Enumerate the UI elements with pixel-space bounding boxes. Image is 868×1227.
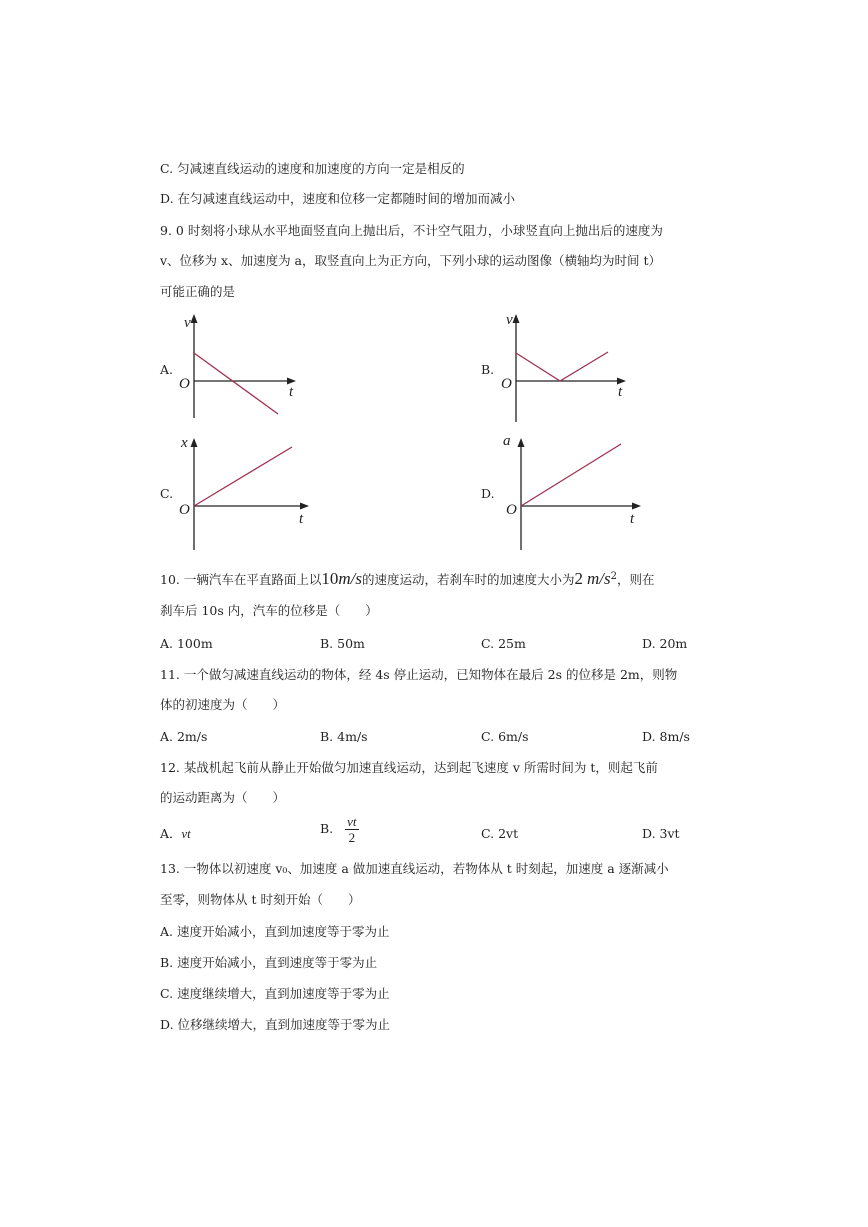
q9-graph-a <box>170 310 310 425</box>
q10-stem-line1 <box>160 569 655 588</box>
q13-stem-line1: 13. 一物体以初速度 v₀、加速度 a 做加速直线运动，若物体从 t 时刻起，加速度 a 逐渐减小 <box>160 861 669 876</box>
q9-graph-c-plot-line <box>194 447 292 506</box>
q9-option-c-label: C. <box>160 486 174 501</box>
q9-graph-b-plot-line <box>516 352 608 381</box>
q12-option-b-label: B. <box>320 821 334 836</box>
q12-option-a-value: vt <box>181 827 191 841</box>
q13-option-d: D. 位移继续增大，直到加速度等于零为止 <box>160 1017 391 1032</box>
q12-option-d: D. 3vt <box>642 826 680 841</box>
q11-option-a: A. 2m/s <box>160 729 208 744</box>
q9-stem-line1: 9. 0 时刻将小球从水平地面竖直向上抛出后，不计空气阻力，小球竖直向上抛出后的速度为 <box>160 223 663 238</box>
q9-stem-line2: v、位移为 x、加速度为 a，取竖直向上为正方向，下列小球的运动图像（横轴均为时间 t） <box>160 253 662 268</box>
q12-option-b-denominator: 2 <box>348 830 356 845</box>
q11-stem-line2: 体的初速度为（ ） <box>160 697 286 712</box>
q9-option-a-label: A. <box>160 362 174 377</box>
q10-stem-post: ，则在 <box>616 572 655 588</box>
q10-stem-line2: 刹车后 10s 内，汽车的位移是（ ） <box>160 603 378 618</box>
q9-graph-b-x-axis-label: t <box>618 384 623 400</box>
q11-option-b: B. 4m/s <box>320 729 368 744</box>
q10-stem-pre: 10. 一辆汽车在平直路面上以 <box>160 572 322 588</box>
q11-option-d: D. 8m/s <box>642 729 690 744</box>
q9-graph-d-plot-line <box>521 444 621 506</box>
q11-option-c: C. 6m/s <box>481 729 529 744</box>
q10-stem-mid: 的速度运动，若刹车时的加速度大小为 <box>361 572 575 588</box>
q10-speed-unit: m/s <box>338 569 362 589</box>
q12-option-b <box>320 814 359 845</box>
q10-option-a: A. 100m <box>160 636 213 651</box>
q13-option-c: C. 速度继续增大，直到加速度等于零为止 <box>160 986 390 1001</box>
q9-graph-d-y-axis-label: a <box>503 433 511 449</box>
q12-option-b-numerator: vt <box>347 814 357 829</box>
q9-graph-c <box>170 432 320 554</box>
q10-option-c: C. 25m <box>481 636 526 651</box>
q9-option-d-label: D. <box>481 486 495 501</box>
q13-stem-line2: 至零，则物体从 t 时刻开始（ ） <box>160 892 361 907</box>
q9-graph-c-y-axis-label: x <box>181 435 188 451</box>
q10-acc-exponent: 2 <box>610 571 617 582</box>
q9-graph-b-y-axis-label: v <box>506 312 513 328</box>
q8-option-c: C. 匀减速直线运动的速度和加速度的方向一定是相反的 <box>160 161 465 176</box>
q9-graph-c-x-axis-label: t <box>299 511 304 527</box>
q10-acc-unit: m/s <box>586 569 611 589</box>
q10-option-d: D. 20m <box>642 636 688 651</box>
q9-option-b-label: B. <box>481 362 495 377</box>
q9-stem-line3: 可能正确的是 <box>160 284 236 299</box>
q13-option-a: A. 速度开始减小，直到加速度等于零为止 <box>160 924 390 939</box>
q12-option-b-fraction <box>345 814 358 845</box>
q8-option-d: D. 在匀减速直线运动中，速度和位移一定都随时间的增加而减小 <box>160 191 516 206</box>
q9-graph-d-x-axis-label: t <box>630 511 635 527</box>
q12-stem-line2: 的运动距离为（ ） <box>160 790 286 805</box>
q10-option-b: B. 50m <box>320 636 365 651</box>
q10-speed-number: 10 <box>321 569 339 589</box>
q9-graph-d-origin-label: O <box>506 502 517 518</box>
q10-acc-number: 2 <box>574 569 583 589</box>
q12-option-c: C. 2vt <box>481 826 519 841</box>
q9-graph-c-origin-label: O <box>179 502 190 518</box>
q9-graph-b-origin-label: O <box>501 376 512 392</box>
q13-option-b: B. 速度开始减小，直到速度等于零为止 <box>160 955 378 970</box>
q9-graph-b <box>492 310 632 425</box>
q12-option-a <box>160 826 191 842</box>
q11-stem-line1: 11. 一个做匀减速直线运动的物体，经 4s 停止运动，已知物体在最后 2s 的位移是 2m，则物 <box>160 667 678 682</box>
q9-graph-a-y-axis-label: v <box>184 315 191 331</box>
q12-stem-line1: 12. 某战机起飞前从静止开始做匀加速直线运动，达到起飞速度 v 所需时间为 t，则起飞前 <box>160 760 658 775</box>
q9-graph-d <box>497 432 647 554</box>
q12-option-a-label: A． <box>160 826 182 841</box>
q9-graph-a-x-axis-label: t <box>289 384 294 400</box>
q9-graph-a-origin-label: O <box>179 376 190 392</box>
q9-graph-a-plot-line <box>194 353 278 414</box>
